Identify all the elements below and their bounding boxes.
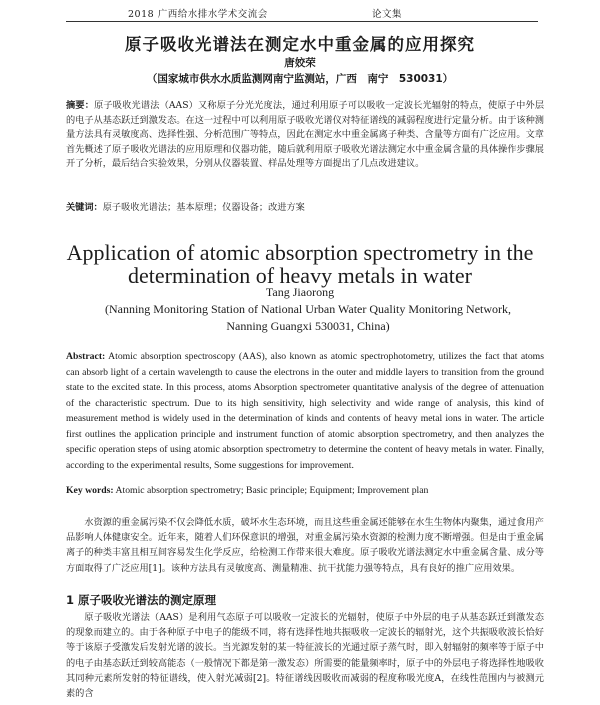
english-title xyxy=(0,241,600,287)
conference-name: 2018 广西给水排水学术交流会 xyxy=(128,9,268,20)
english-affiliation xyxy=(58,301,558,334)
english-affiliation-line-2: Nanning Guangxi 530031, China) xyxy=(226,318,390,333)
english-title-line-2: determination of heavy metals in water xyxy=(128,263,472,288)
section-heading-1: 1 原子吸收光谱法的测定原理 xyxy=(66,593,217,607)
chinese-abstract-label: 摘要： xyxy=(66,100,95,111)
chinese-keywords-text: 原子吸收光谱法；基本原理；仪器设备；改进方案 xyxy=(102,202,305,213)
chinese-abstract xyxy=(66,99,544,172)
english-keywords-text: Atomic absorption spectrometry; Basic principle; Equipment; Improvement plan xyxy=(113,485,429,496)
chinese-author: 唐姣荣 xyxy=(284,57,316,69)
english-title-line-1: Application of atomic absorption spectrometry in the xyxy=(66,240,534,265)
chinese-keywords-label: 关键词： xyxy=(66,202,103,213)
running-header xyxy=(0,6,600,20)
chinese-affiliation: （国家城市供水水质监测网南宁监测站，广西 南宁 530031） xyxy=(146,73,454,85)
english-author: Tang Jiaorong xyxy=(265,285,335,299)
english-abstract xyxy=(66,349,544,473)
body-paragraph-intro: 水资源的重金属污染不仅会降低水质，破坏水生态环境，而且这些重金属还能够在水生生物体内聚集，通过食用产品影响人体健康安全。近年来，随着人们环保意识的增强，对重金属污染水资源的检测力度不断增强。但是由于重金属离子的种类丰富且相互间容易发生化学反应，给检测工作带来很大难度。原子吸收光谱法测定水中重金属含量、成分等方面取得了广泛应用[1]。该种方法具有灵敏度高、测量精准、抗干扰能力强等特点，具有良好的推广应用效果。 xyxy=(66,517,544,574)
english-abstract-text: Atomic absorption spectroscopy (AAS), also known as atomic spectrophotometry, utilizes the fact that atoms can absorb light of a certain wavelength to cause the electrons in the outer and middle layers to transition from the ground state to the excited state. In this process, atoms Absorption spectrometer quantitative analysis of the degree of attenuation of the characteristic spectrum. Due to its high sensitivity, high selectivity and wide range of analysis, this kind of measurement method is widely used in the determination of kinds and contents of heavy metal ions in water. The article first outlines the application principle and instrument function of atomic absorption spectrometry, and then analyzes the specific operation steps of using atomic absorption spectrometry to determine the content of heavy metals in water. Finally, according to the experimental results, Some suggestions for improvement. xyxy=(66,351,544,471)
english-abstract-label: Abstract: xyxy=(66,351,106,362)
english-keywords-label: Key words: xyxy=(66,485,114,496)
english-affiliation-line-1: (Nanning Monitoring Station of National Urban Water Quality Monitoring Network, xyxy=(104,302,512,316)
chinese-abstract-text: 原子吸收光谱法（AAS）又称原子分光光度法，通过利用原子可以吸收一定波长光辐射的特点，使原子中外层的电子从基态跃迁到激发态。在这一过程中可以利用原子吸收光谱仪对特征谱线的减弱程度进行定量分析。由于该种测量方法具有灵敏度高、选择性强、分析范围广等特点，因此在测定水中重金属离子种类、含量等方面有广泛应用。文章首先概述了原子吸收光谱法的应用原理和仪器功能，随后就利用原子吸收光谱法测定水中重金属含量的具体操作步骤展开了分析，最后结合实验效果，分别从仪器装置、样品处理等方面提出了几点改进建议。 xyxy=(66,100,545,170)
proceedings-label: 论文集 xyxy=(372,9,403,20)
body-paragraph-principle: 原子吸收光谱法（AAS）是利用气态原子可以吸收一定波长的光辐射，使原子中外层的电子从基态跃迁到激发态的现象而建立的。由于各种原子中电子的能级不同，将有选择性地共振吸收一定波长的辐射光，这个共振吸收波长恰好等于该原子受激发后发射光谱的波长。当光源发射的某一特征波长的光通过原子蒸气时，即入射辐射的频率等于原子中的电子由基态跃迁到较高能态（一般情况下都是第一激发态）所需要的能量频率时，原子中的外层电子将选择性地吸收其同种元素所发射的特征谱线，使入射光减弱[2]。特征谱线因吸收而减弱的程度称吸光度A，在线性范围内与被测元素的含 xyxy=(66,612,544,700)
chinese-title: 原子吸收光谱法在测定水中重金属的应用探究 xyxy=(125,35,475,54)
header-rule xyxy=(66,21,538,22)
chinese-keywords xyxy=(66,201,544,215)
english-keywords xyxy=(66,484,544,498)
